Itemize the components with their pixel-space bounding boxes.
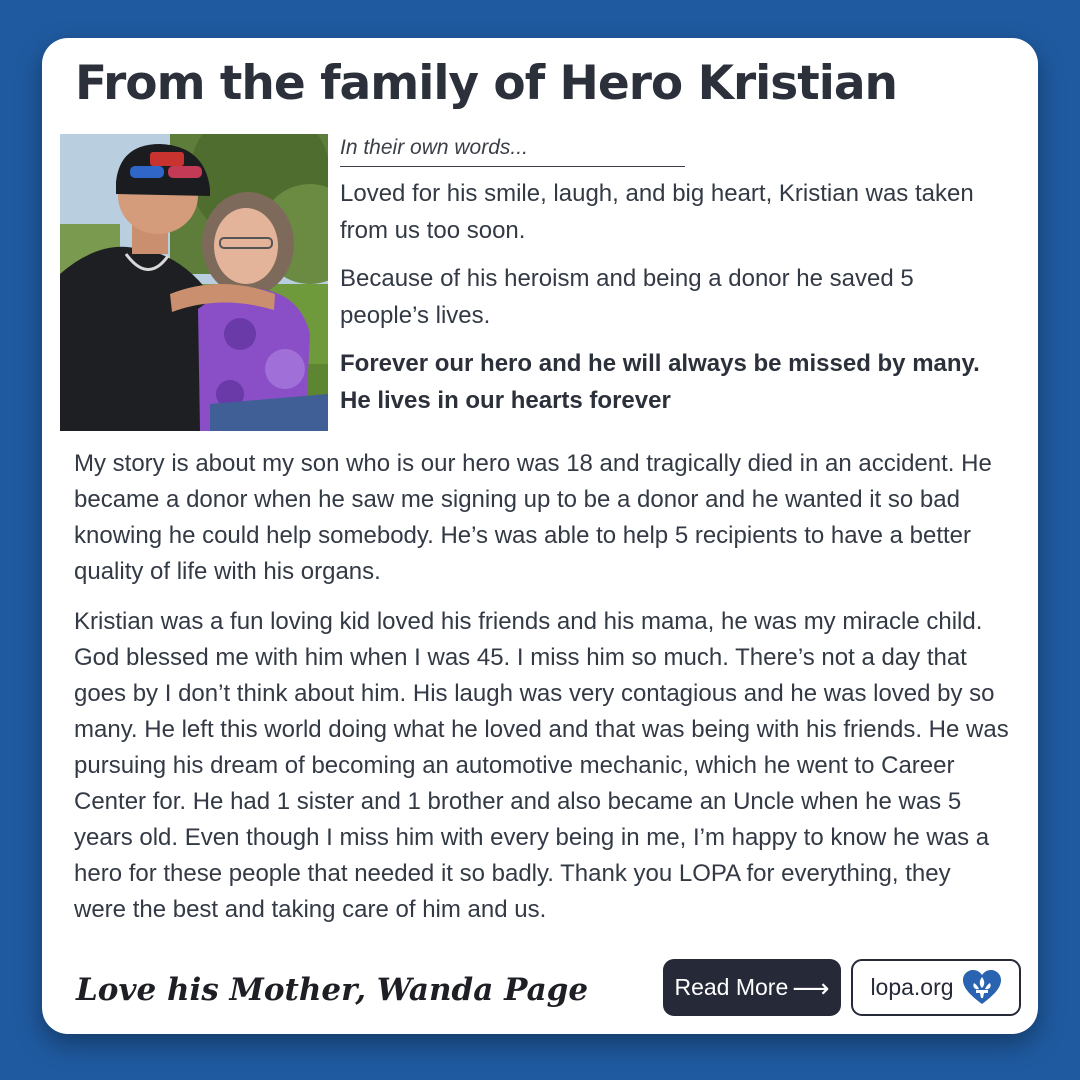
- heart-fleur-de-lis-icon: [962, 970, 1002, 1006]
- lopa-link-button[interactable]: [851, 959, 1021, 1016]
- page-title: From the family of Hero Kristian: [75, 56, 898, 111]
- story-card: [42, 38, 1038, 1034]
- read-more-label: Read More: [674, 974, 789, 1000]
- hero-photo: [60, 134, 328, 431]
- intro-paragraph: Loved for his smile, laugh, and big heart, Kristian was taken from us too soon.: [340, 180, 974, 244]
- story-paragraph: Kristian was a fun loving kid loved his friends and his mama, he was my miracle child. God blessed me with him when I was 45. I miss him so much. There’s not a day that goes by I don’t think about him. His laugh was very contagious and he was loved by so many. He left this world doing what he loved and that was being with his friends. He was pursuing his dream of becoming an automotive mechanic, which he went to Career Center for. He had 1 sister and 1 brother and also became an Uncle when he was 5 years old. Even though I miss him with every being in me, I’m happy to know he was a hero for these people that needed it so badly. Thank you LOPA for everything, they were the best and taking care of him and us.: [74, 608, 1009, 923]
- story-paragraph: My story is about my son who is our hero was 18 and tragically died in an accident. He became a donor when he saw me signing up to be a donor and he wanted it so bad knowing he could help somebody. He’s was able to help 5 recipients to have a better quality of life with his organs.: [74, 450, 992, 585]
- read-more-button[interactable]: [663, 959, 841, 1016]
- arrow-right-icon: ⟶: [792, 972, 830, 1003]
- lopa-link-label: lopa.org: [870, 974, 954, 1000]
- intro-bold-paragraph: Forever our hero and he will always be missed by many. He lives in our hearts forever: [340, 350, 980, 414]
- intro-paragraph: Because of his heroism and being a donor he saved 5 people’s lives.: [340, 265, 914, 329]
- photo-illustration: [60, 134, 328, 431]
- intro-section: [340, 136, 980, 430]
- tagline: In their own words...: [340, 136, 685, 167]
- story-section: [74, 446, 1009, 942]
- signature: Love his Mother, Wanda Page: [76, 972, 589, 1008]
